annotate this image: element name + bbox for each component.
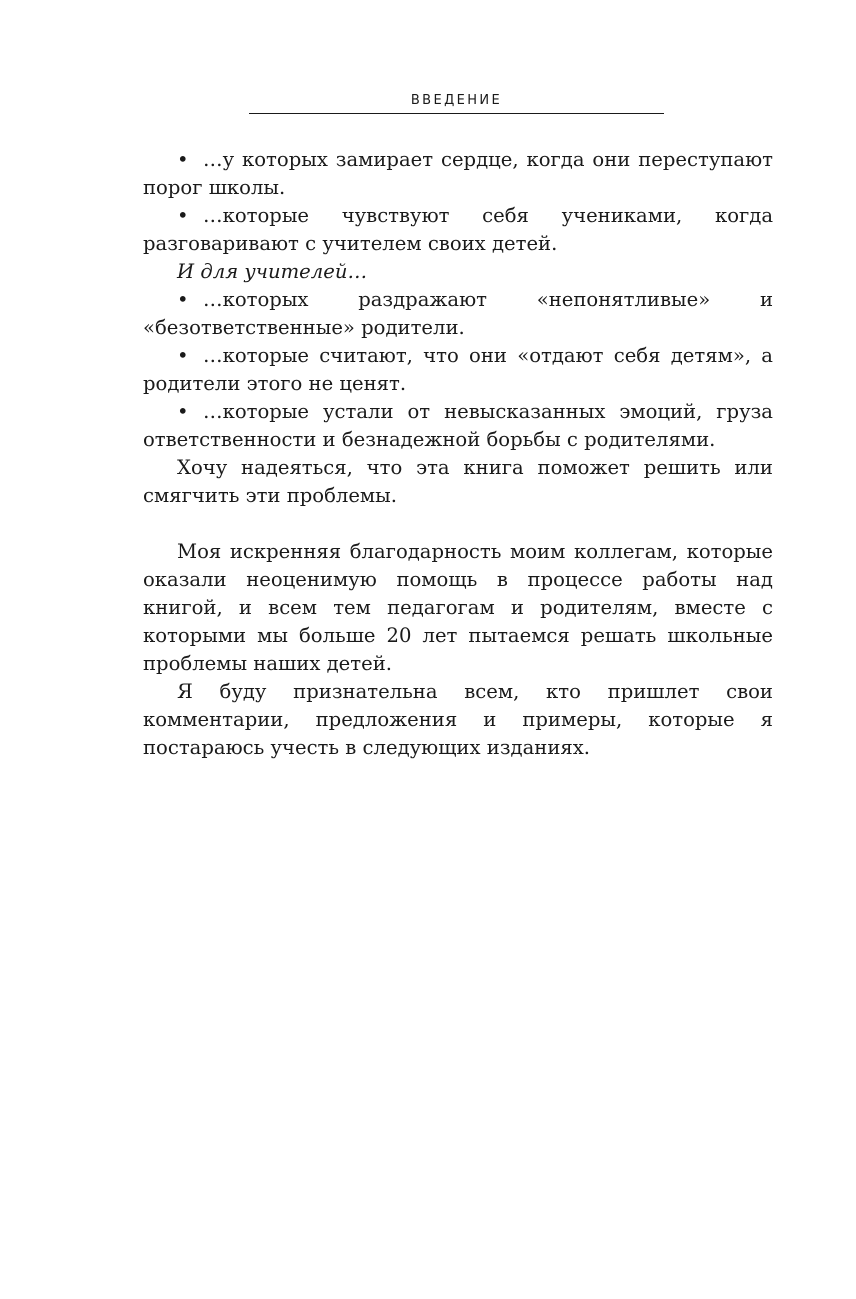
body-text — [143, 146, 773, 762]
bullet-item: • …которые чувствуют себя учениками, когда разговаривают с учителем своих детей. — [143, 202, 773, 258]
acknowledgement-paragraph: Моя искренняя благодарность моим коллегам, которые оказали неоценимую помощь в процессе работы над книгой, и всем тем педагогам и родителям, вместе с которыми мы больше 20 лет пытаемся решать школьные проблемы наших детей. — [143, 540, 773, 675]
bullet-item: • …которых раздражают «непонятливые» и «безответственные» родители. — [143, 286, 773, 342]
header-rule — [249, 113, 664, 114]
acknowledgement-paragraph: Я буду признательна всем, кто пришлет свои комментарии, предложения и примеры, которые я постараюсь учесть в следующих изданиях. — [143, 680, 773, 759]
bullet-item: • …у которых замирает сердце, когда они переступают порог школы. — [143, 146, 773, 202]
teachers-heading: И для учителей… — [177, 260, 368, 283]
header-title: ВВЕДЕНИЕ — [410, 93, 503, 108]
hope-paragraph: Хочу надеяться, что эта книга поможет решить или смягчить эти проблемы. — [143, 456, 773, 507]
bullet-item: • …которые устали от невысказанных эмоций, груза ответственности и безнадежной борьбы с родителями. — [143, 398, 773, 454]
section-spacer — [143, 510, 773, 538]
bullet-item: • …которые считают, что они «отдают себя детям», а родители этого не ценят. — [143, 342, 773, 398]
running-header — [249, 92, 664, 114]
